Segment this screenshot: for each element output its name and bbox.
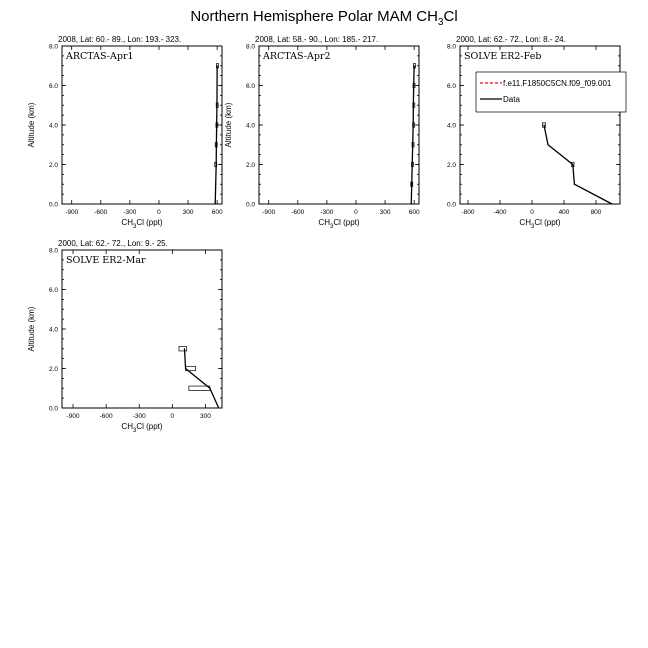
data-point [185, 368, 186, 369]
data-point [215, 184, 216, 185]
y-tick-label: 4.0 [245, 122, 255, 130]
x-tick-label: 600 [211, 209, 223, 216]
data-point [412, 164, 413, 165]
x-tick-label: -300 [320, 209, 334, 216]
x-tick-label: 400 [558, 209, 570, 216]
panel-header: 2000, Lat: 62.- 72., Lon: 8.- 24. [456, 35, 566, 44]
data-point [611, 203, 612, 204]
y-tick-label: 4.0 [48, 122, 58, 130]
y-tick-label: 2.0 [446, 162, 456, 169]
panel-header: 2008, Lat: 60.- 89., Lon: 193.- 323. [58, 35, 182, 44]
x-tick-label: 0 [157, 209, 161, 216]
plot-frame [62, 250, 222, 408]
data-point [184, 348, 185, 349]
y-tick-label: 8.0 [245, 43, 255, 51]
panel-header: 2008, Lat: 58.- 90., Lon: 185.- 217. [255, 35, 379, 44]
x-axis-label: $CH_3Cl$ (ppt) [318, 218, 360, 230]
legend-box [476, 72, 626, 112]
series-line-data [215, 66, 217, 204]
x-tick-label: -600 [94, 209, 108, 216]
legend-label: Data [503, 95, 520, 104]
data-point [574, 184, 575, 185]
x-tick-label: -900 [65, 209, 79, 216]
panel-header: 2000, Lat: 62.- 72., Lon: 9.- 25. [58, 239, 168, 248]
x-tick-label: 0 [170, 413, 175, 420]
x-tick-label: 0 [354, 209, 358, 216]
y-tick-label: 8.0 [48, 247, 58, 255]
y-tick-label: 4.0 [446, 122, 456, 130]
x-axis-label: $CH_3Cl$ (ppt) [121, 422, 163, 434]
data-range-box [189, 386, 210, 390]
data-point [209, 388, 210, 389]
x-axis-label: $CH_3Cl$ (ppt) [121, 218, 163, 230]
legend-label: f.e11.F1850C5CN.f09_f09.001 [503, 79, 612, 88]
x-axis-label: $CH_3Cl$ (ppt) [519, 218, 561, 230]
chart-panel-arctas-apr2 [218, 30, 428, 240]
data-point [414, 65, 415, 66]
x-tick-label: -300 [123, 209, 137, 216]
x-tick-label: -900 [262, 209, 276, 216]
x-tick-label: -600 [291, 209, 305, 216]
y-axis-label: Altitude (km) [27, 306, 36, 352]
y-axis-label: Altitude (km) [224, 102, 233, 148]
x-tick-label: -300 [132, 413, 146, 420]
x-tick-label: -400 [493, 209, 507, 216]
series-line-data [544, 125, 612, 204]
chart-panel-solve-er2-mar [20, 234, 230, 444]
data-point [572, 164, 573, 165]
panel-name: SOLVE ER2-Mar [66, 255, 146, 266]
data-point [413, 85, 414, 86]
y-tick-label: 2.0 [245, 162, 255, 169]
data-point [411, 203, 412, 204]
plot-frame [460, 46, 620, 204]
x-tick-label: 0 [530, 209, 534, 216]
y-axis-label: Altitude (km) [27, 102, 36, 148]
x-tick-label: 300 [200, 413, 211, 420]
plot-frame [259, 46, 419, 204]
chart-panel-arctas-apr1 [20, 30, 230, 240]
y-tick-label: 6.0 [446, 83, 456, 90]
data-point [413, 124, 414, 125]
y-tick-label: 2.0 [48, 366, 58, 373]
data-point [411, 184, 412, 185]
x-tick-label: -600 [99, 413, 113, 420]
chart-panel-solve-er2-feb [418, 30, 638, 240]
y-tick-label: 6.0 [245, 83, 255, 90]
data-point [215, 203, 216, 204]
x-tick-label: -800 [461, 209, 475, 216]
x-tick-label: 300 [379, 209, 391, 216]
y-tick-label: 0.0 [245, 201, 255, 209]
data-point [543, 124, 544, 125]
data-point [412, 144, 413, 145]
series-line-data [184, 349, 218, 408]
x-tick-label: -900 [66, 413, 80, 420]
y-tick-label: 8.0 [446, 43, 456, 51]
plot-frame [62, 46, 222, 204]
y-tick-label: 0.0 [48, 201, 58, 209]
data-point [216, 144, 217, 145]
data-range-box [179, 347, 187, 351]
y-tick-label: 0.0 [48, 405, 58, 413]
y-tick-label: 0.0 [446, 201, 456, 209]
y-tick-label: 4.0 [48, 326, 58, 334]
x-tick-label: 600 [408, 209, 420, 216]
panel-name: ARCTAS-Apr1 [66, 51, 134, 62]
y-tick-label: 8.0 [48, 43, 58, 51]
data-point [218, 407, 219, 408]
data-point [413, 105, 414, 106]
figure-title: Northern Hemisphere Polar MAM $CH_3Cl$ [190, 8, 458, 28]
data-point [216, 164, 217, 165]
x-tick-label: 300 [182, 209, 194, 216]
panel-name: SOLVE ER2-Feb [464, 51, 542, 62]
y-tick-label: 6.0 [48, 83, 58, 90]
panel-name: ARCTAS-Apr2 [263, 51, 331, 62]
y-tick-label: 2.0 [48, 162, 58, 169]
y-tick-label: 6.0 [48, 287, 58, 294]
x-tick-label: 800 [590, 209, 602, 216]
data-point [547, 144, 548, 145]
